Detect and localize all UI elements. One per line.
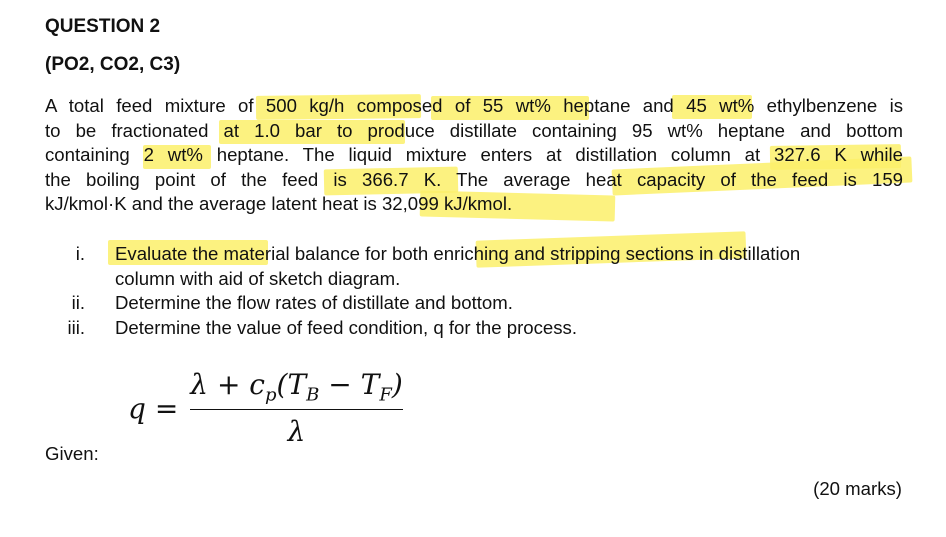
- problem-statement: [45, 94, 903, 217]
- task-number: i.: [75, 243, 85, 264]
- task-list: [45, 242, 905, 340]
- task-item-ii: [45, 291, 905, 316]
- numerator-close: ): [391, 368, 403, 401]
- numerator-sub-f: F: [379, 384, 392, 406]
- fraction-bar: [190, 409, 402, 411]
- paragraph-line: the boiling point of the feed is 366.7 K. The average heat capacity of the feed is 159: [45, 168, 903, 190]
- question-heading: QUESTION 2: [45, 16, 161, 37]
- formula-denominator: λ: [287, 415, 306, 449]
- task-item-iii: [45, 316, 905, 341]
- formula-lhs: q =: [128, 391, 179, 425]
- q-formula: [128, 368, 403, 448]
- outcomes-label: (PO2, CO2, C3): [45, 54, 181, 75]
- numerator-sub-b: B: [306, 384, 320, 406]
- task-number: ii.: [71, 292, 85, 313]
- task-item-i: [45, 242, 905, 291]
- task-text-line: column with aid of sketch diagram.: [115, 267, 401, 289]
- marks-label: (20 marks): [813, 478, 902, 499]
- task-text-line: Evaluate the material balance for both enriching and stripping sections in distillation: [115, 243, 801, 264]
- formula-fraction: [190, 368, 402, 448]
- formula-numerator: [190, 368, 402, 406]
- task-text-line: Determine the value of feed condition, q for the process.: [115, 316, 578, 338]
- paragraph-line: kJ/kmol·K and the average latent heat is 32,099 kJ/kmol.: [45, 193, 513, 214]
- paragraph-line: A total feed mixture of 500 kg/h composed of 55 wt% heptane and 45 wt% ethylbenzene is: [45, 95, 903, 116]
- numerator-tb: (T: [276, 368, 307, 401]
- paragraph-line: containing 2 wt% heptane. The liquid mixture enters at distillation column at 327.6 K while: [45, 144, 903, 165]
- paragraph-line: to be fractionated at 1.0 bar to produce distillate containing 95 wt% heptane and bottom: [45, 119, 903, 141]
- given-label: Given:: [45, 443, 99, 464]
- numerator-sub-p: p: [265, 384, 277, 406]
- task-text-line: Determine the flow rates of distillate and bottom.: [115, 292, 513, 313]
- task-number: iii.: [67, 316, 85, 338]
- numerator-minus-tf: − T: [319, 368, 380, 401]
- numerator-lambda-cp: λ + c: [190, 368, 265, 401]
